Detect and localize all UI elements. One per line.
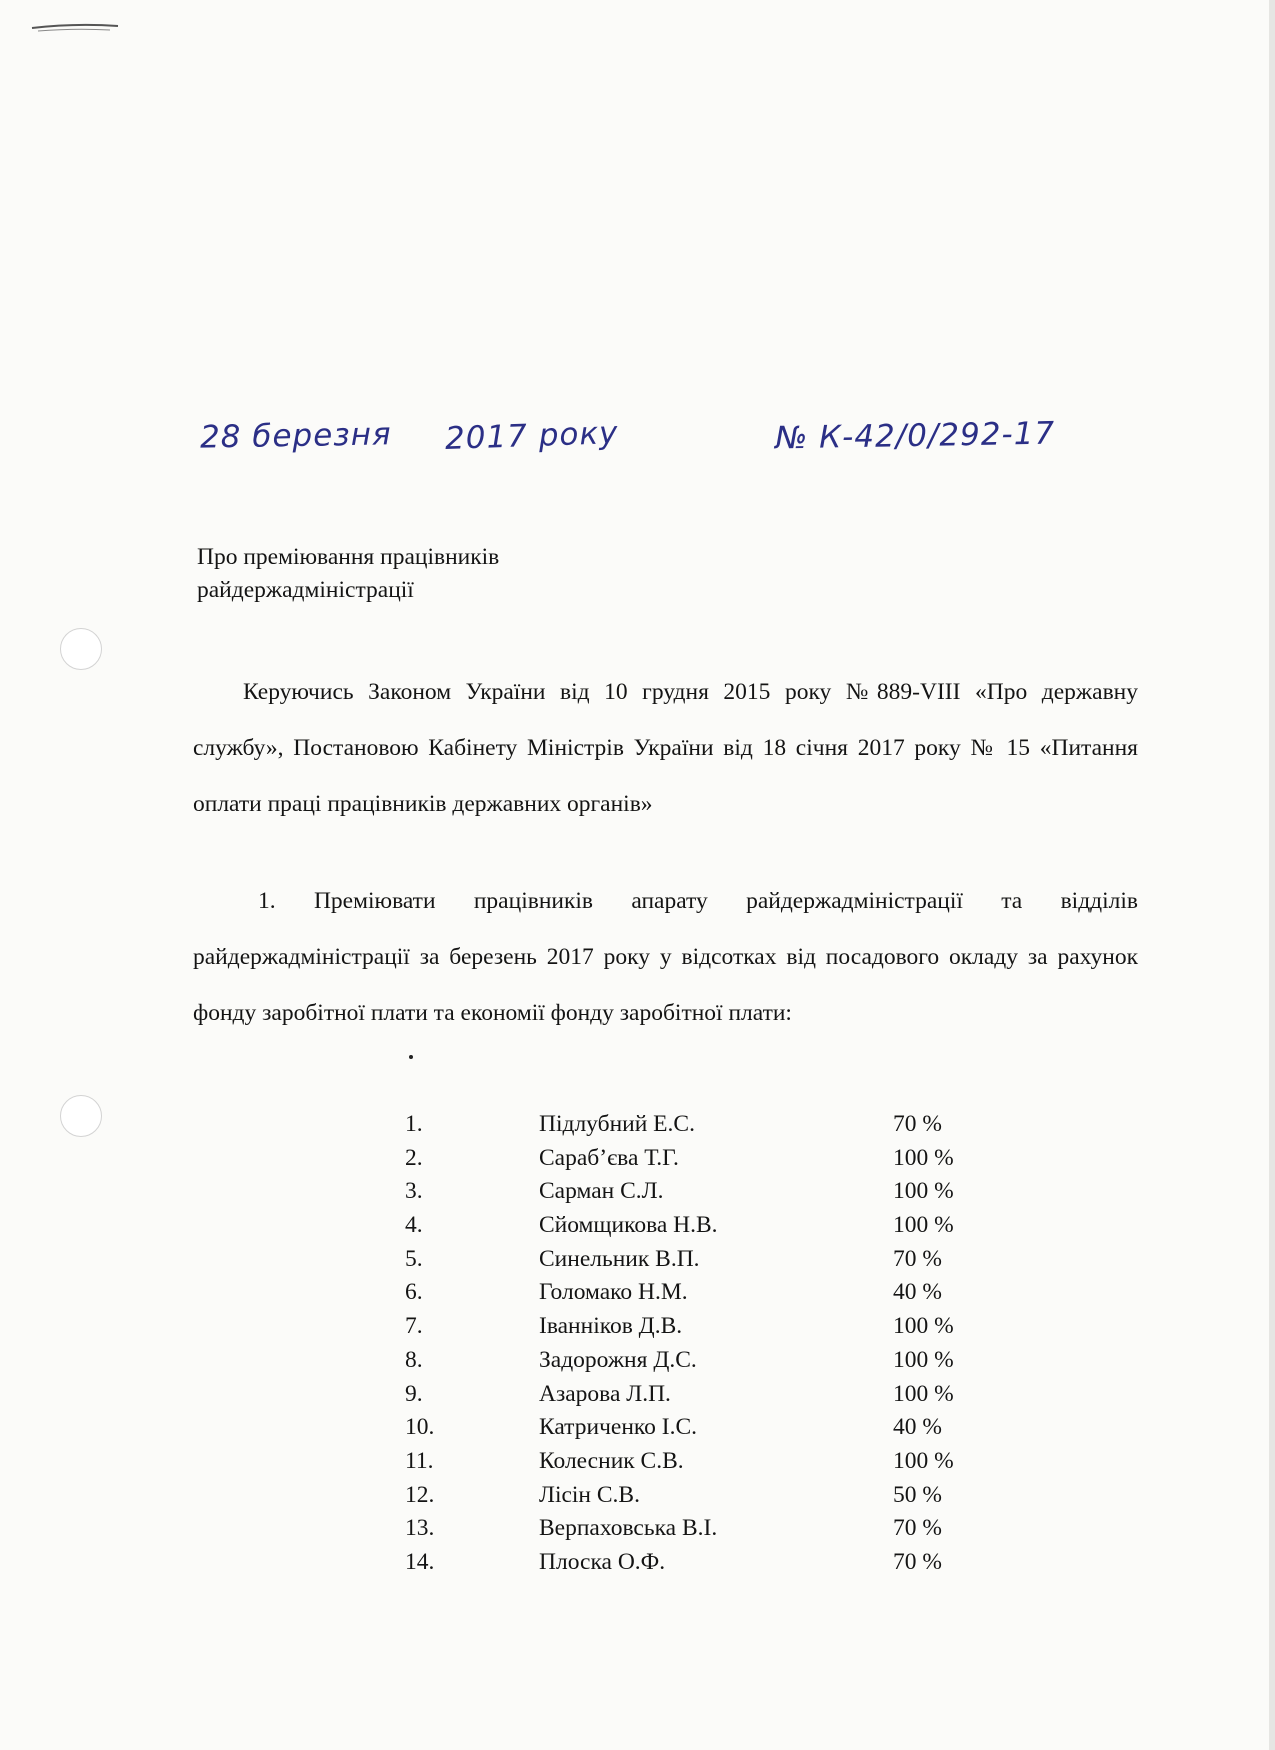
- list-item: [405, 1108, 975, 1142]
- bonus-list: [405, 1108, 975, 1580]
- list-item-name: Іванніков Д.В.: [539, 1313, 683, 1340]
- handwritten-year: 2017 року: [444, 414, 620, 458]
- list-item: [405, 1142, 975, 1176]
- list-item-number: 5.: [405, 1245, 423, 1272]
- list-item-number: 10.: [405, 1414, 435, 1441]
- list-item-name: Сйомщикова Н.В.: [539, 1212, 718, 1239]
- header-mark-icon: [30, 22, 120, 32]
- list-item: [405, 1378, 975, 1412]
- title-line-1: Про преміювання працівників: [197, 544, 500, 570]
- legal-basis-paragraph: Керуючись Законом України від 10 грудня 2015 року №889-VIII «Про державну службу», Постановою Кабінету Міністрів України від 18 січня 2017 року № 15 «Питання оплати праці працівників державних органів»: [193, 679, 1138, 817]
- list-item-name: Катриченко І.С.: [539, 1414, 697, 1441]
- list-item: [405, 1310, 975, 1344]
- list-item-name: Синельник В.П.: [539, 1245, 700, 1272]
- list-item-name: Лісін С.В.: [539, 1481, 640, 1508]
- list-item: [405, 1411, 975, 1445]
- list-item-percent: 100 %: [893, 1144, 954, 1171]
- list-item: [405, 1512, 975, 1546]
- list-item-number: 9.: [405, 1380, 423, 1407]
- list-item: [405, 1479, 975, 1513]
- list-item: [405, 1209, 975, 1243]
- page-edge-shadow: [1269, 0, 1275, 1750]
- list-item-number: 12.: [405, 1481, 435, 1508]
- list-item: [405, 1546, 975, 1580]
- list-item: [405, 1344, 975, 1378]
- list-item-percent: 70 %: [893, 1515, 942, 1542]
- list-item-name: Сарман С.Л.: [539, 1178, 664, 1205]
- list-item-percent: 100 %: [893, 1447, 954, 1474]
- list-item-name: Задорожня Д.С.: [539, 1346, 697, 1373]
- list-item-number: 6.: [405, 1279, 423, 1306]
- list-item: [405, 1243, 975, 1277]
- list-item: [405, 1445, 975, 1479]
- handwritten-date-number: [195, 414, 1105, 474]
- list-item-name: Плоска О.Ф.: [539, 1548, 666, 1575]
- handwritten-date: 28 березня: [199, 416, 392, 456]
- ink-dot: [409, 1055, 413, 1059]
- list-item-name: Азарова Л.П.: [539, 1380, 671, 1407]
- punch-hole: [60, 1095, 102, 1137]
- list-item-percent: 100 %: [893, 1313, 954, 1340]
- list-item: [405, 1175, 975, 1209]
- list-item-name: Колесник С.В.: [539, 1447, 684, 1474]
- list-item: [405, 1276, 975, 1310]
- list-item-percent: 100 %: [893, 1346, 954, 1373]
- list-item-percent: 40 %: [893, 1414, 942, 1441]
- order-item-1-paragraph: 1. Преміювати працівників апарату райдержадміністрації та відділів райдержадміністрації за березень 2017 року у відсотках від посадового окладу за рахунок фонду заробітної плати та економії фонду заробітної плати:: [193, 888, 1138, 1026]
- list-item-number: 2.: [405, 1144, 423, 1171]
- list-item-number: 3.: [405, 1178, 423, 1205]
- list-item-percent: 100 %: [893, 1178, 954, 1205]
- list-item-name: Підлубний Е.С.: [539, 1111, 695, 1137]
- list-item-number: 7.: [405, 1313, 423, 1340]
- list-item-percent: 40 %: [893, 1279, 942, 1306]
- list-item-number: 8.: [405, 1346, 423, 1373]
- list-item-percent: 70 %: [893, 1111, 942, 1137]
- list-item-number: 4.: [405, 1212, 423, 1239]
- list-item-percent: 70 %: [893, 1245, 942, 1272]
- list-item-number: 11.: [405, 1447, 434, 1474]
- list-item-percent: 100 %: [893, 1212, 954, 1239]
- list-item-name: Верпаховська В.І.: [539, 1515, 718, 1542]
- list-item-name: Сараб’єва Т.Г.: [539, 1144, 679, 1171]
- list-item-number: 13.: [405, 1515, 435, 1542]
- list-item-percent: 100 %: [893, 1380, 954, 1407]
- punch-hole: [60, 628, 102, 670]
- handwritten-order-number: № К-42/0/292-17: [774, 415, 1056, 457]
- list-item-number: 14.: [405, 1548, 435, 1575]
- title-line-2: райдержадміністрації: [197, 577, 414, 603]
- list-item-number: 1.: [405, 1111, 423, 1137]
- list-item-percent: 70 %: [893, 1548, 942, 1575]
- list-item-percent: 50 %: [893, 1481, 942, 1508]
- document-title: [197, 541, 499, 607]
- list-item-name: Голомако Н.М.: [539, 1279, 688, 1306]
